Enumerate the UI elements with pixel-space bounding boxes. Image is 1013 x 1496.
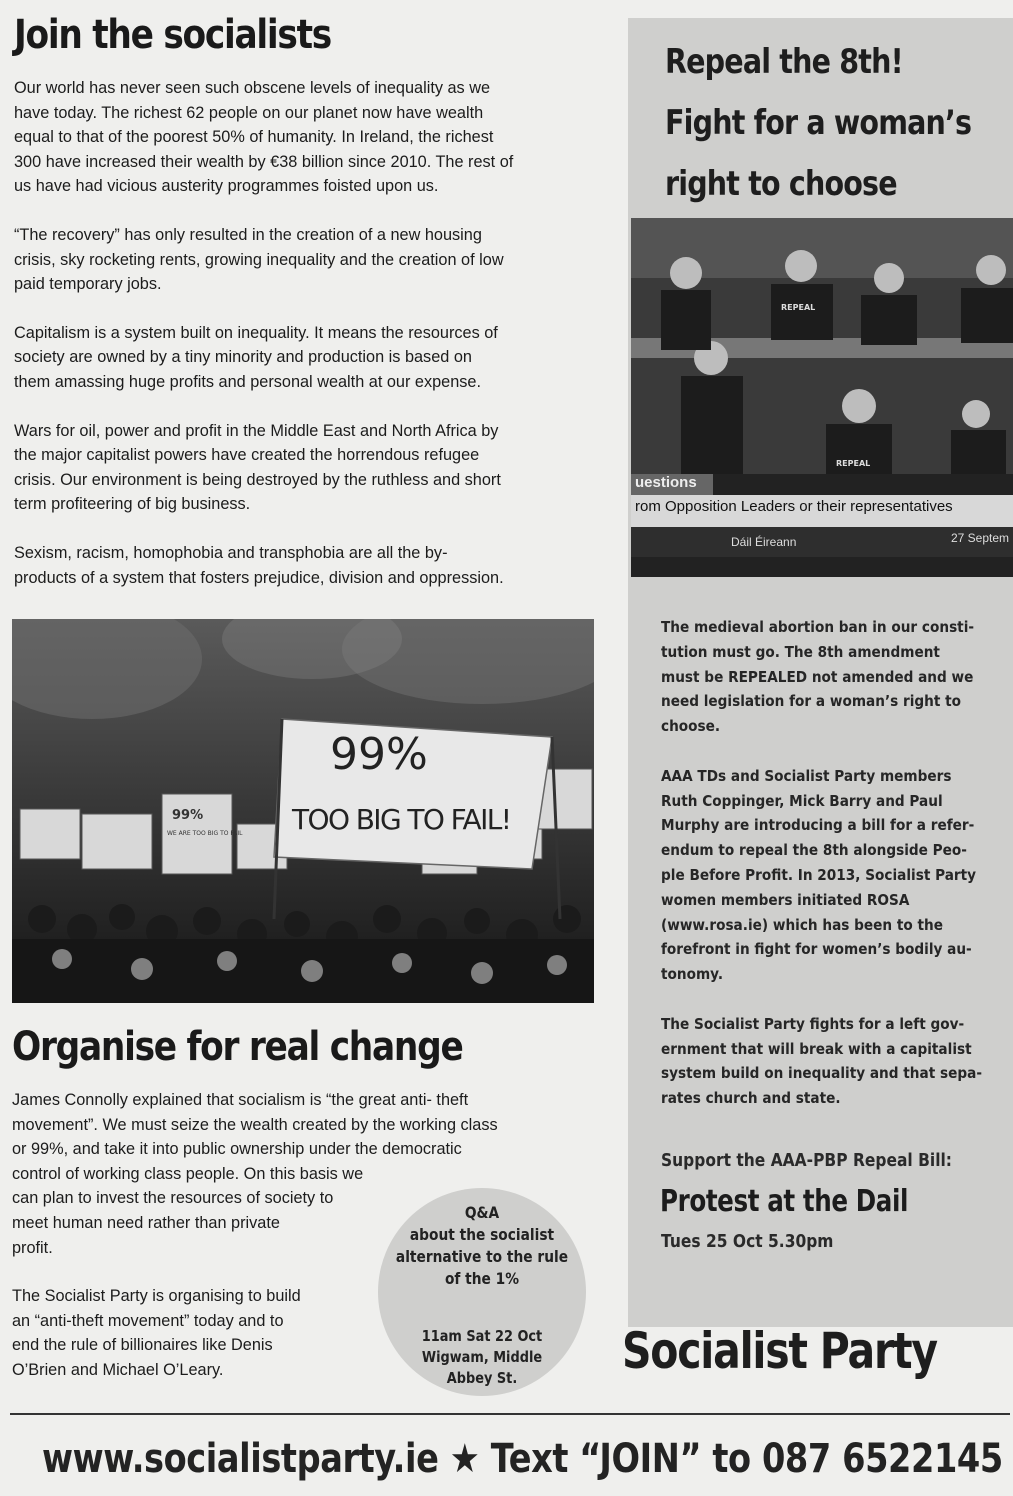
intro-line: equal to that of the poorest 50% of humanity. In Ireland, the richest	[14, 128, 494, 147]
footer-rule	[10, 1413, 1010, 1415]
intro-line: products of a system that fosters prejudice, division and oppression.	[14, 568, 504, 587]
qa-title	[393, 1202, 572, 1290]
repeal-heading-line: Fight for a woman’s	[665, 103, 972, 143]
protest-line: Protest at the Dail	[660, 1184, 909, 1219]
banner-text-99: 99%	[330, 729, 428, 780]
join-heading: Join the socialists	[14, 12, 331, 58]
organise-line: control of working class people. On this basis we	[12, 1164, 364, 1183]
protest-photo-graphic	[12, 619, 594, 1003]
qa-when-line: Abbey St.	[446, 1369, 518, 1387]
protest-time: Tues 25 Oct 5.30pm	[661, 1231, 834, 1252]
qa-event-circle	[378, 1188, 586, 1396]
organise-line: or 99%, and take it into public ownership under the democratic	[12, 1140, 462, 1159]
qa-title-line: Q&A	[464, 1203, 500, 1222]
intro-line: Capitalism is a system built on inequality. It means the resources of	[14, 323, 498, 342]
sign-99: 99%	[172, 808, 204, 823]
qa-title-line: alternative to the rule	[395, 1247, 569, 1266]
intro-text	[14, 76, 599, 614]
intro-line: them amassing huge profits and personal wealth at our expense.	[14, 372, 482, 391]
intro-line: the major capitalist powers have created the horrendous refugee	[14, 446, 480, 465]
intro-line: 300 have increased their wealth by €38 billion since 2010. The rest of	[14, 152, 514, 171]
repeal-line: system build on inequality and that sepa-	[661, 1064, 982, 1083]
intro-line: Wars for oil, power and profit in the Middle East and North Africa by	[14, 421, 499, 440]
repeal-line: ple Before Profit. In 2013, Socialist Party	[661, 865, 977, 884]
repeal-heading-line: right to choose	[665, 164, 897, 204]
qa-title-line: of the 1%	[444, 1269, 520, 1288]
repeal-paragraph	[661, 1012, 989, 1111]
organise-line: end the rule of billionaires like Denis	[12, 1336, 273, 1355]
repeal-line: (www.rosa.ie) which has been to the	[661, 915, 944, 934]
repeal-heading-line: Repeal the 8th!	[665, 42, 903, 82]
repeal-line: Ruth Coppinger, Mick Barry and Paul	[661, 791, 943, 810]
intro-line: have today. The richest 62 people on our planet now have wealth	[14, 103, 484, 122]
shirt-text-1: REPEAL	[781, 303, 816, 312]
repeal-paragraph	[661, 615, 989, 739]
banner-text-too-big: TOO BIG TO FAIL!	[292, 803, 512, 836]
repeal-heading	[665, 32, 971, 215]
tv-label: uestions	[635, 474, 697, 491]
shirt-text-2: REPEAL	[836, 459, 871, 468]
sign-too-big: WE ARE TOO BIG TO FAIL	[167, 830, 243, 837]
repeal-line: Murphy are introducing a bill for a refer-	[661, 816, 975, 835]
tv-caption: rom Opposition Leaders or their representatives	[635, 498, 953, 515]
intro-paragraph	[14, 321, 599, 395]
organise-line: meet human need rather than private	[12, 1213, 280, 1232]
intro-line: crisis. Our environment is being destroyed by the ruthless and short	[14, 470, 501, 489]
repeal-line: The Socialist Party fights for a left gov-	[661, 1014, 965, 1033]
intro-line: us have had vicious austerity programmes foisted upon us.	[14, 177, 439, 196]
organise-line: can plan to invest the resources of society to	[12, 1189, 334, 1208]
qa-when-line: 11am Sat 22 Oct	[421, 1327, 543, 1345]
repeal-line: forefront in fight for women’s bodily au-	[661, 940, 972, 959]
qa-when	[393, 1326, 572, 1389]
intro-paragraph	[14, 419, 599, 517]
dail-tv-photo	[631, 218, 1013, 577]
intro-line: “The recovery” has only resulted in the creation of a new housing	[14, 225, 482, 244]
protest-photo	[12, 619, 594, 1003]
support-line: Support the AAA-PBP Repeal Bill:	[661, 1150, 953, 1171]
organise-line: movement”. We must seize the wealth created by the working class	[12, 1115, 498, 1134]
intro-paragraph	[14, 76, 599, 199]
organise-line: profit.	[12, 1238, 53, 1257]
organise-line: an “anti-theft movement” today and to	[12, 1311, 284, 1330]
dail-photo-graphic	[631, 218, 1013, 474]
repeal-line: must be REPEALED not amended and we	[661, 667, 974, 686]
repeal-line: rates church and state.	[661, 1089, 841, 1108]
repeal-text	[661, 615, 991, 1136]
footer-contact: www.socialistparty.ie ★ Text “JOIN” to 087 6522145	[42, 1436, 1003, 1482]
repeal-line: choose.	[661, 717, 721, 736]
tv-source: Dáil Éireann	[731, 535, 797, 549]
intro-line: society are owned by a tiny minority and production is based on	[14, 348, 472, 367]
qa-when-line: Wigwam, Middle	[421, 1348, 543, 1366]
repeal-line: ernment that will break with a capitalist	[661, 1039, 972, 1058]
tv-date: 27 Septem	[950, 531, 1009, 545]
repeal-line: tonomy.	[661, 965, 724, 984]
qa-title-line: about the socialist	[409, 1225, 555, 1244]
intro-line: Our world has never seen such obscene levels of inequality as we	[14, 79, 491, 97]
repeal-line: AAA TDs and Socialist Party members	[661, 766, 952, 785]
repeal-line: women members initiated ROSA	[661, 890, 910, 909]
intro-paragraph	[14, 541, 599, 590]
intro-line: crisis, sky rocketing rents, growing inequality and the creation of low	[14, 250, 504, 269]
repeal-line: need legislation for a woman’s right to	[661, 692, 962, 711]
organise-line: The Socialist Party is organising to build	[12, 1287, 301, 1306]
party-name: Socialist Party	[622, 1322, 937, 1380]
repeal-line: endum to repeal the 8th alongside Peo-	[661, 841, 967, 860]
organise-heading: Organise for real change	[12, 1024, 463, 1070]
intro-line: term profiteering of big business.	[14, 495, 251, 514]
repeal-line: The medieval abortion ban in our consti-	[661, 618, 975, 636]
repeal-paragraph	[661, 764, 989, 987]
intro-line: Sexism, racism, homophobia and transphobia are all the by-	[14, 543, 448, 562]
organise-line: James Connolly explained that socialism is “the great anti- theft	[12, 1091, 469, 1109]
intro-paragraph	[14, 223, 599, 297]
repeal-line: tution must go. The 8th amendment	[661, 642, 940, 661]
organise-line: O’Brien and Michael O’Leary.	[12, 1360, 224, 1379]
intro-line: paid temporary jobs.	[14, 275, 162, 294]
